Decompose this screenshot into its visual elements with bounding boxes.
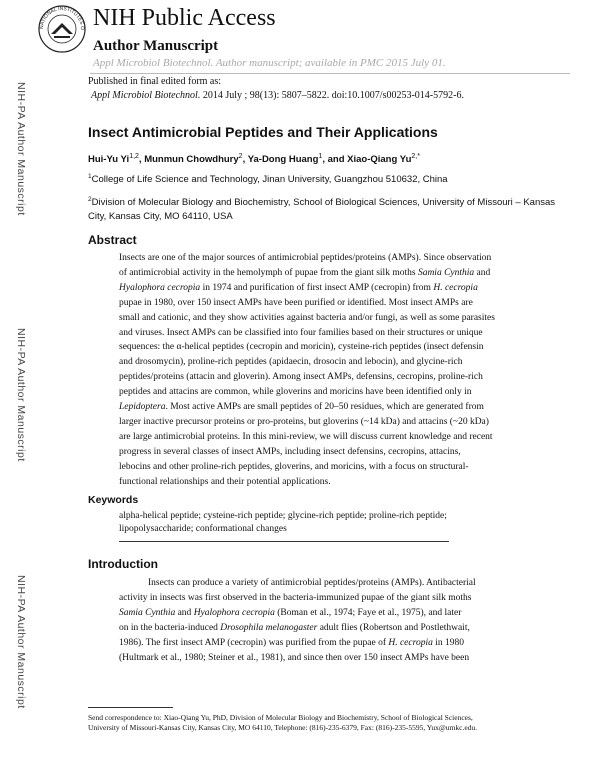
introduction-line: 1986). The first insect AMP (cecropin) was purified from the pupae of H. cecropia in 1980 (119, 637, 464, 648)
nih-public-access-title: NIH Public Access (93, 5, 276, 31)
abstract-line: lebocins and other proline-rich peptides, gloverins, and moricins, with a focus on structural- (119, 461, 469, 472)
author-affiliation-marker: 1,2 (129, 153, 139, 160)
introduction-line: activity in insects was first observed in the bacteria-immunized pupae of the giant silk moths (119, 592, 472, 603)
abstract-line: pupae in 1980, over 150 insect AMPs have been purified or identified. Most insect AMPs are (119, 297, 473, 308)
introduction-line: (Hultmark et al., 1980; Steiner et al., 1981), and since then over 150 insect AMPs have been (119, 652, 470, 663)
svg-text:NATIONAL INSTITUTES OF HEALTH: NATIONAL INSTITUTES O (38, 5, 86, 31)
abstract-line: of antimicrobial activity in the hemolymph of pupae from the giant silk moths Samia Cynthia and (119, 267, 491, 278)
side-watermark-1: NIH-PA Author Manuscript (15, 82, 27, 216)
section-divider (119, 541, 449, 542)
side-watermark-2: NIH-PA Author Manuscript (15, 328, 27, 462)
abstract-line: are large antimicrobial proteins. In this mini-review, we will discuss current knowledge and recent (119, 431, 493, 442)
correspondence-footnote (88, 713, 558, 733)
keywords-line: lipopolysaccharide; conformational changes (119, 524, 287, 534)
abstract-line: and viruses. Insect AMPs can be classified into four families based on their structures or unique (119, 327, 483, 338)
keywords-list (119, 510, 549, 536)
abstract-line: sequences: the α-helical peptides (cecropin and moricin), cysteine-rich peptides (insect defensin (119, 342, 484, 353)
abstract-line: peptides and attacins are common, while gloverins and moricins have been identified only in (119, 387, 472, 398)
affiliation-marker: 2 (88, 196, 92, 203)
author-affiliation-marker: 2 (238, 153, 243, 160)
author-list: Hui-Yu Yi$^{1,2}$, Munmun Chowdhury$^2$, Ya-Dong Huang$^1$, and Xiao-Qiang $Yu^{2,*}$ (88, 153, 420, 166)
abstract-line: Insects are one of the major sources of antimicrobial peptides/proteins (AMPs). Since observation (119, 253, 492, 263)
affiliation-marker: 1 (88, 173, 92, 180)
introduction-line: Samia Cynthia and Hyalophora cecropia (Boman et al., 1974; Faye et al., 1975), and later (119, 607, 462, 618)
introduction-body (119, 576, 549, 665)
nih-logo (37, 4, 87, 54)
author-affiliation-marker: 1 (318, 153, 323, 160)
article-title: Insect Antimicrobial Peptides and Their Applications (88, 124, 438, 140)
affiliation-1: $^1$College of Life Science and Technology, Jinan University, Guangzhou 510632, China (88, 173, 448, 186)
introduction-heading: Introduction (88, 557, 158, 571)
abstract-body (119, 251, 549, 490)
footnote-line: University of Missouri-Kansas City, Kansas City, MO 64110, Telephone: (816)-235-6379, Fax: (816)-235-5595, Yux@umkc.edu. (88, 723, 478, 732)
journal-name: Appl Microbiol Biotechnol. (91, 90, 201, 101)
abstract-line: and drosomycin), proline-rich peptides (apidaecin, drosocin and lebocin), and glycine-rich (119, 357, 463, 368)
introduction-line: Insects can produce a variety of antimicrobial peptides/proteins (AMPs). Antibacterial (148, 578, 476, 588)
side-watermark-3: NIH-PA Author Manuscript (15, 575, 27, 709)
abstract-line: small and cationic, and they show activities against bacteria and/or fungi, as well as some parasites (119, 312, 495, 323)
abstract-line: functional relationships and their potential applications. (119, 476, 331, 487)
abstract-line: progress in several classes of insect AMPs, including insect defensins, cecropins, attacins, (119, 446, 461, 457)
author-name: Xiao-Qiang Yu (347, 154, 412, 166)
abstract-heading: Abstract (88, 233, 137, 247)
author-name: Hui-Yu Yi (88, 154, 130, 166)
header-divider (90, 73, 570, 74)
abstract-line: Lepidoptera. Most active AMPs are small peptides of 20–50 residues, which are generated from (119, 402, 484, 413)
abstract-line: Hyalophora cecropia in 1974 and purification of first insect AMP (cecropin) from H. cecropia (119, 282, 478, 293)
introduction-line: on in the bacteria-induced Drosophila melanogaster adult flies (Robertson and Postlethwait, (119, 622, 470, 633)
published-label: Published in final edited form as: (88, 76, 222, 87)
author-manuscript-label: Author Manuscript (93, 38, 219, 54)
availability-note: Appl Microbiol Biotechnol. Author manuscript; available in PMC 2015 July 01. (93, 57, 446, 69)
affiliation-2: $^2$Division of Molecular Biology and Biochemistry, School of Biological Sciences, University of Missouri – Kansas City, Kansas City, MO 64110, USA (88, 196, 556, 222)
footnote-line: Send correspondence to: Xiao-Qiang Yu, PhD, Division of Molecular Biology and Biochemistry, School of Biological Sciences, (88, 713, 473, 722)
abstract-line: peptides/proteins (attacin and gloverin). Among insect AMPs, defensins, cecropins, proline-rich (119, 372, 483, 383)
footnote-divider (88, 707, 173, 708)
abstract-line: larger inactive precursor proteins or pro-proteins, but gloverins (~14 kDa) and attacins (~20 kDa) (119, 416, 489, 427)
author-affiliation-marker: 2,* (411, 153, 420, 160)
author-name: Munmun Chowdhury (144, 154, 239, 166)
citation: Appl Microbiol Biotechnol. 2014 July ; 98(13): 5807–5822. doi:10.1007/s00253-014-5792-6. (91, 90, 464, 101)
keywords-heading: Keywords (88, 494, 139, 506)
author-name: Ya-Dong Huang (247, 154, 319, 166)
keywords-line: alpha-helical peptide; cysteine-rich peptide; glycine-rich peptide; proline-rich peptide; (119, 511, 447, 521)
